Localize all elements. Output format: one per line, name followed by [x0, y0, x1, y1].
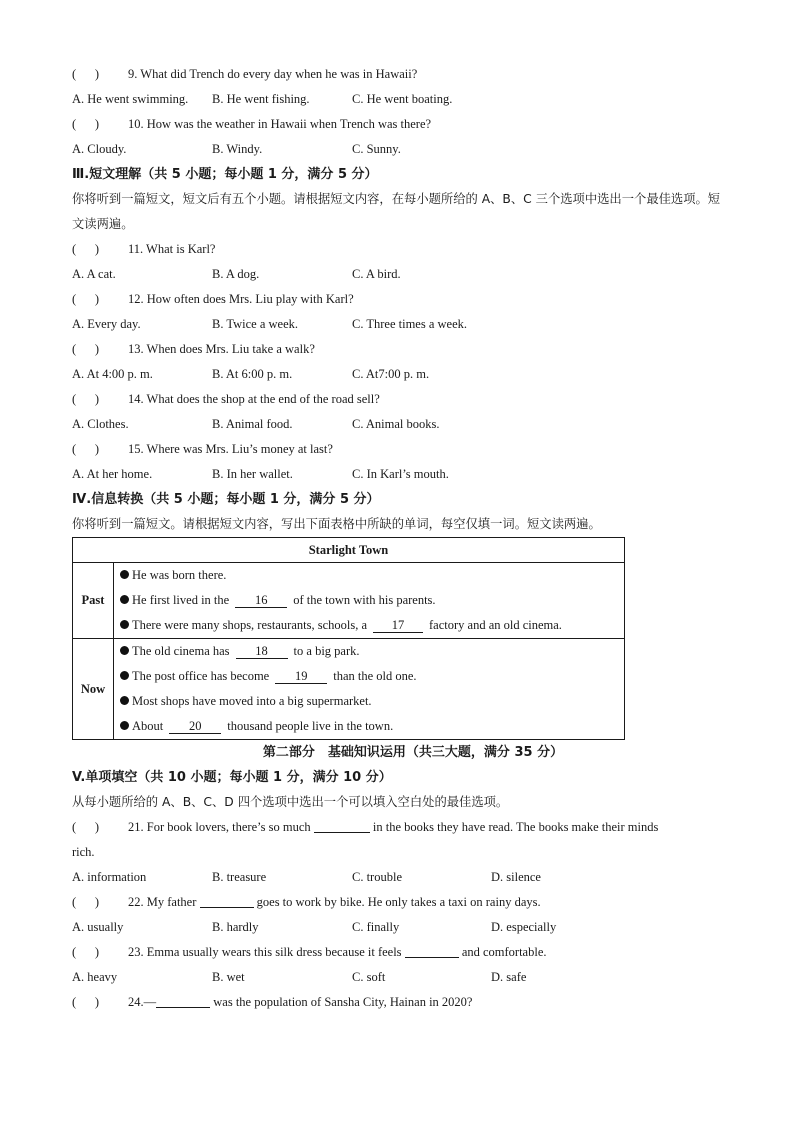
option-d: D. especially — [491, 920, 557, 934]
bullet-item — [114, 714, 624, 739]
question-13-options — [72, 362, 724, 387]
option-b: B. hardly — [212, 920, 259, 934]
question-15 — [72, 437, 724, 462]
option-a: A. information — [72, 870, 147, 884]
bullet-text: There were many shops, restaurants, schools, a — [132, 618, 367, 632]
question-15-options — [72, 462, 724, 487]
answer-blank[interactable] — [156, 993, 210, 1008]
answer-paren[interactable]: ( ) — [72, 292, 100, 306]
question-9 — [72, 62, 724, 87]
option-b: B. In her wallet. — [212, 467, 293, 481]
bullet-item — [114, 613, 624, 638]
answer-paren[interactable]: ( ) — [72, 442, 100, 456]
bullet-icon — [120, 570, 129, 579]
now-cell — [114, 639, 625, 740]
section-4-heading: Ⅳ.信息转换（共 5 小题；每小题 1 分，满分 5 分） — [72, 492, 380, 507]
question-11 — [72, 237, 724, 262]
answer-paren[interactable]: ( ) — [72, 820, 100, 834]
answer-paren[interactable]: ( ) — [72, 117, 100, 131]
section-5-instructions: 从每小题所给的 A、B、C、D 四个选项中选出一个可以填入空白处的最佳选项。 — [72, 795, 509, 809]
option-b: B. A dog. — [212, 267, 260, 281]
bullet-item — [114, 588, 624, 613]
bullet-item — [114, 664, 624, 689]
bullet-text: Most shops have moved into a big supermarket. — [132, 694, 372, 708]
question-14-options — [72, 412, 724, 437]
question-23 — [72, 940, 724, 965]
question-text: 13. When does Mrs. Liu take a walk? — [128, 342, 315, 356]
question-text: 12. How often does Mrs. Liu play with Karl? — [128, 292, 354, 306]
bullet-text: thousand people live in the town. — [227, 719, 394, 733]
question-22-options — [72, 915, 724, 940]
option-c: C. Animal books. — [352, 417, 440, 431]
question-text: 11. What is Karl? — [128, 242, 216, 256]
section-5-heading: V.单项填空（共 10 小题；每小题 1 分，满分 10 分） — [72, 770, 392, 785]
part-2-heading: 第二部分 基础知识运用（共三大题，满分 35 分） — [262, 745, 564, 760]
question-text: 9. What did Trench do every day when he was in Hawaii? — [128, 67, 418, 81]
option-b: B. Animal food. — [212, 417, 293, 431]
option-a: A. He went swimming. — [72, 92, 189, 106]
answer-blank[interactable] — [314, 818, 370, 833]
question-text: 22. My father — [128, 895, 197, 909]
option-a: A. usually — [72, 920, 124, 934]
section-3-instructions: 你将听到一篇短文，短文后有五个小题。请根据短文内容，在每小题所给的 A、B、C 三个选项中选出一个最佳选项。短文读两遍。 — [72, 192, 721, 231]
section-4-instructions: 你将听到一篇短文。请根据短文内容，写出下面表格中所缺的单词，每空仅填一词。短文读两遍。 — [72, 517, 601, 531]
option-b: B. He went fishing. — [212, 92, 310, 106]
section-3-heading: Ⅲ.短文理解（共 5 小题；每小题 1 分，满分 5 分） — [72, 167, 378, 182]
option-c: C. He went boating. — [352, 92, 453, 106]
question-text: goes to work by bike. He only takes a taxi on rainy days. — [256, 895, 541, 909]
option-a: A. At 4:00 p. m. — [72, 367, 153, 381]
blank-19[interactable]: 19 — [275, 669, 327, 684]
question-21 — [72, 815, 724, 840]
question-24 — [72, 990, 724, 1015]
bullet-icon — [120, 696, 129, 705]
option-c: C. finally — [352, 920, 400, 934]
option-d: D. silence — [491, 870, 541, 884]
bullet-text: than the old one. — [333, 669, 417, 683]
blank-18[interactable]: 18 — [236, 644, 288, 659]
option-c: C. At7:00 p. m. — [352, 367, 430, 381]
bullet-text: The post office has become — [132, 669, 270, 683]
row-label-past: Past — [73, 563, 114, 639]
option-a: A. At her home. — [72, 467, 153, 481]
option-a: A. A cat. — [72, 267, 116, 281]
answer-paren[interactable]: ( ) — [72, 392, 100, 406]
past-cell — [114, 563, 625, 639]
question-text: 14. What does the shop at the end of the road sell? — [128, 392, 380, 406]
option-b: B. treasure — [212, 870, 267, 884]
question-14 — [72, 387, 724, 412]
answer-paren[interactable]: ( ) — [72, 342, 100, 356]
row-label-now: Now — [73, 639, 114, 740]
bullet-icon — [120, 671, 129, 680]
bullet-item — [114, 563, 624, 588]
question-10 — [72, 112, 724, 137]
exam-page — [72, 62, 724, 1015]
bullet-item — [114, 689, 624, 714]
bullet-text: factory and an old cinema. — [429, 618, 562, 632]
question-text: 10. How was the weather in Hawaii when Trench was there? — [128, 117, 432, 131]
question-text: 15. Where was Mrs. Liu’s money at last? — [128, 442, 333, 456]
bullet-icon — [120, 646, 129, 655]
question-text: was the population of Sansha City, Hainan in 2020? — [213, 995, 473, 1009]
blank-17[interactable]: 17 — [373, 618, 423, 633]
question-21-continuation: rich. — [72, 845, 95, 859]
bullet-text: of the town with his parents. — [293, 593, 436, 607]
bullet-icon — [120, 595, 129, 604]
option-b: B. wet — [212, 970, 245, 984]
answer-paren[interactable]: ( ) — [72, 242, 100, 256]
question-text: 23. Emma usually wears this silk dress because it feels — [128, 945, 402, 959]
table-title: Starlight Town — [73, 538, 625, 563]
bullet-text: He was born there. — [132, 568, 227, 582]
option-c: C. Sunny. — [352, 142, 401, 156]
option-a: A. heavy — [72, 970, 118, 984]
question-text: and comfortable. — [461, 945, 547, 959]
bullet-icon — [120, 620, 129, 629]
question-21-options — [72, 865, 724, 890]
answer-paren[interactable]: ( ) — [72, 67, 100, 81]
bullet-text: The old cinema has — [132, 644, 230, 658]
question-9-options — [72, 87, 724, 112]
question-13 — [72, 337, 724, 362]
bullet-text: About — [132, 719, 164, 733]
question-10-options — [72, 137, 724, 162]
question-11-options — [72, 262, 724, 287]
option-d: D. safe — [491, 970, 527, 984]
question-23-options — [72, 965, 724, 990]
question-text: 21. For book lovers, there’s so much — [128, 820, 311, 834]
question-12 — [72, 287, 724, 312]
info-table — [72, 537, 625, 740]
blank-16[interactable]: 16 — [235, 593, 287, 608]
bullet-item — [114, 639, 624, 664]
option-c: C. A bird. — [352, 267, 401, 281]
option-c: C. soft — [352, 970, 386, 984]
bullet-text: He first lived in the — [132, 593, 230, 607]
option-b: B. At 6:00 p. m. — [212, 367, 293, 381]
bullet-icon — [120, 721, 129, 730]
answer-paren[interactable]: ( ) — [72, 895, 100, 909]
question-22 — [72, 890, 724, 915]
option-c: C. trouble — [352, 870, 402, 884]
option-c: C. In Karl’s mouth. — [352, 467, 449, 481]
answer-blank[interactable] — [200, 893, 254, 908]
answer-paren[interactable]: ( ) — [72, 995, 100, 1009]
blank-20[interactable]: 20 — [169, 719, 221, 734]
option-b: B. Windy. — [212, 142, 263, 156]
answer-blank[interactable] — [405, 943, 459, 958]
option-a: A. Cloudy. — [72, 142, 127, 156]
question-text: 24.— — [128, 995, 157, 1009]
answer-paren[interactable]: ( ) — [72, 945, 100, 959]
option-c: C. Three times a week. — [352, 317, 468, 331]
option-b: B. Twice a week. — [212, 317, 299, 331]
question-12-options — [72, 312, 724, 337]
option-a: A. Every day. — [72, 317, 141, 331]
question-text: in the books they have read. The books make their minds — [372, 820, 659, 834]
bullet-text: to a big park. — [293, 644, 360, 658]
option-a: A. Clothes. — [72, 417, 129, 431]
